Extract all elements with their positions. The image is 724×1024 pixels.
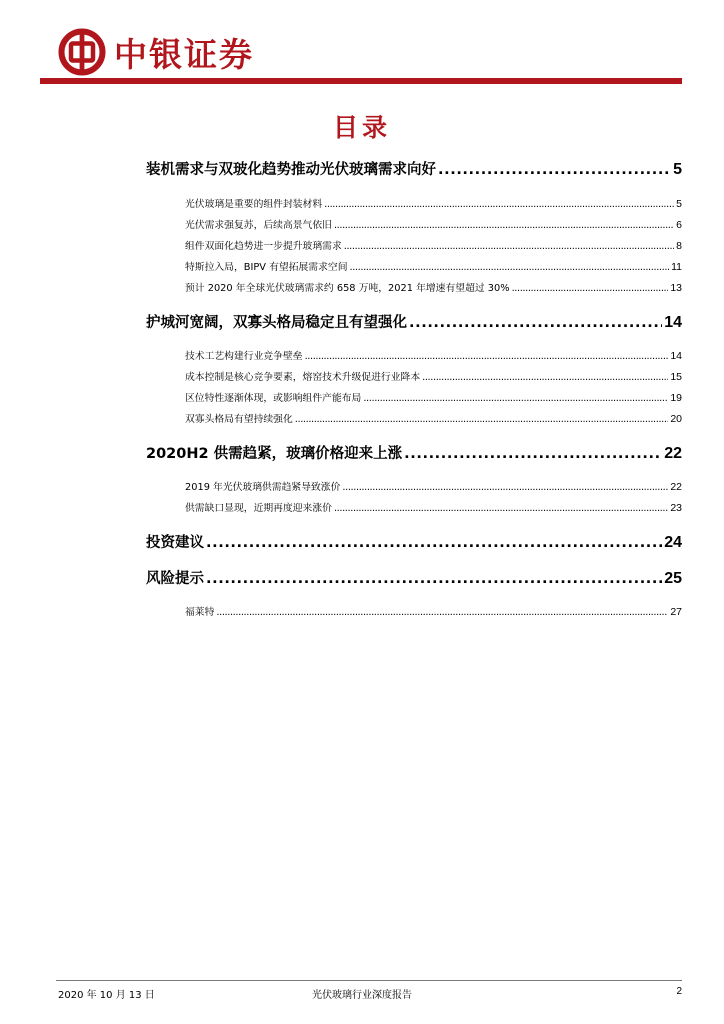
toc-item-page: 8 — [676, 240, 682, 252]
dot-leader — [334, 220, 674, 231]
brand-name: 中银证券 — [114, 34, 254, 74]
toc-section-title: 2020H2 供需趋紧，玻璃价格迎来上涨 — [146, 446, 403, 462]
toc-item-title: 光伏玻璃是重要的组件封装材料 — [185, 199, 323, 210]
dot-leader — [512, 283, 669, 294]
toc-item-title: 组件双面化趋势进一步提升玻璃需求 — [185, 241, 342, 252]
toc-item-title: 技术工艺构建行业竞争壁垒 — [185, 351, 303, 362]
toc-item[interactable] — [185, 411, 682, 425]
toc-item-title: 光伏需求强复苏，后续高景气依旧 — [185, 220, 332, 231]
toc-section[interactable] — [146, 531, 682, 552]
toc-item-title: 区位特性逐渐体现，或影响组件产能布局 — [185, 393, 362, 404]
toc-section-title: 风险提示 — [146, 571, 204, 587]
toc-section-title: 护城河宽阔，双寡头格局稳定且有望强化 — [146, 315, 407, 331]
bank-of-china-logo-icon — [58, 28, 106, 76]
toc-item-page: 6 — [676, 219, 682, 231]
toc-item-page: 27 — [670, 606, 682, 618]
dot-leader — [363, 393, 668, 404]
toc-section-page: 14 — [664, 314, 682, 331]
toc-item-page: 19 — [670, 392, 682, 404]
toc-item[interactable] — [185, 217, 682, 231]
toc-section-page: 25 — [664, 570, 682, 587]
dot-leader — [334, 503, 668, 514]
dot-leader — [422, 372, 668, 383]
toc-item-page: 20 — [670, 413, 682, 425]
footer-date: 2020 年 10 月 13 日 — [58, 990, 155, 1001]
dot-leader — [350, 262, 670, 273]
header-divider — [40, 78, 682, 84]
toc-item-title: 2019 年光伏玻璃供需趋紧导致涨价 — [185, 482, 341, 493]
toc-section-title: 投资建议 — [146, 535, 204, 551]
toc-item[interactable] — [185, 259, 682, 273]
dot-leader — [438, 162, 671, 178]
toc-title: 目录 — [332, 113, 391, 142]
toc-item[interactable] — [185, 280, 682, 294]
toc-item-page: 23 — [670, 502, 682, 514]
dot-leader — [206, 535, 662, 551]
toc-item-page: 22 — [670, 481, 682, 493]
toc-item[interactable] — [185, 604, 682, 618]
toc-item-title: 双寡头格局有望持续强化 — [185, 414, 293, 425]
toc-section-page: 24 — [664, 534, 682, 551]
toc-section-title: 装机需求与双玻化趋势推动光伏玻璃需求向好 — [146, 162, 436, 178]
toc-item-title: 福莱特 — [185, 607, 215, 618]
toc-item-title: 成本控制是核心竞争要素，熔窑技术升级促进行业降本 — [185, 372, 421, 383]
toc-item-title: 特斯拉入局，BIPV 有望拓展需求空间 — [185, 262, 348, 273]
toc-item[interactable] — [185, 369, 682, 383]
toc-section[interactable] — [146, 158, 682, 179]
toc-item-page: 11 — [671, 261, 682, 273]
toc-section-page: 5 — [673, 161, 682, 178]
dot-leader — [206, 571, 662, 587]
toc-item[interactable] — [185, 390, 682, 404]
toc-item[interactable] — [185, 500, 682, 514]
dot-leader — [305, 351, 669, 362]
footer-report-title: 光伏玻璃行业深度报告 — [312, 990, 412, 1001]
toc-item-title: 供需缺口显现，近期再度迎来涨价 — [185, 503, 332, 514]
header — [58, 26, 254, 78]
toc-item-page: 14 — [670, 350, 682, 362]
toc-item[interactable] — [185, 196, 682, 210]
toc-item[interactable] — [185, 348, 682, 362]
toc-section-page: 22 — [664, 445, 682, 462]
dot-leader — [404, 446, 662, 462]
footer-page-number: 2 — [676, 986, 682, 997]
footer-divider — [56, 980, 682, 981]
toc-section[interactable] — [146, 311, 682, 332]
toc-item-title: 预计 2020 年全球光伏玻璃需求约 658 万吨，2021 年增速有望超过 30% — [185, 283, 510, 294]
dot-leader — [409, 315, 662, 331]
toc-item-page: 13 — [670, 282, 682, 294]
dot-leader — [344, 241, 674, 252]
toc-section[interactable] — [146, 442, 682, 463]
toc-item-page: 15 — [670, 371, 682, 383]
toc-item[interactable] — [185, 238, 682, 252]
toc-section[interactable] — [146, 567, 682, 588]
toc-item-page: 5 — [676, 198, 682, 210]
dot-leader — [324, 199, 674, 210]
dot-leader — [295, 414, 669, 425]
dot-leader — [216, 607, 668, 618]
dot-leader — [342, 482, 668, 493]
toc-item[interactable] — [185, 479, 682, 493]
